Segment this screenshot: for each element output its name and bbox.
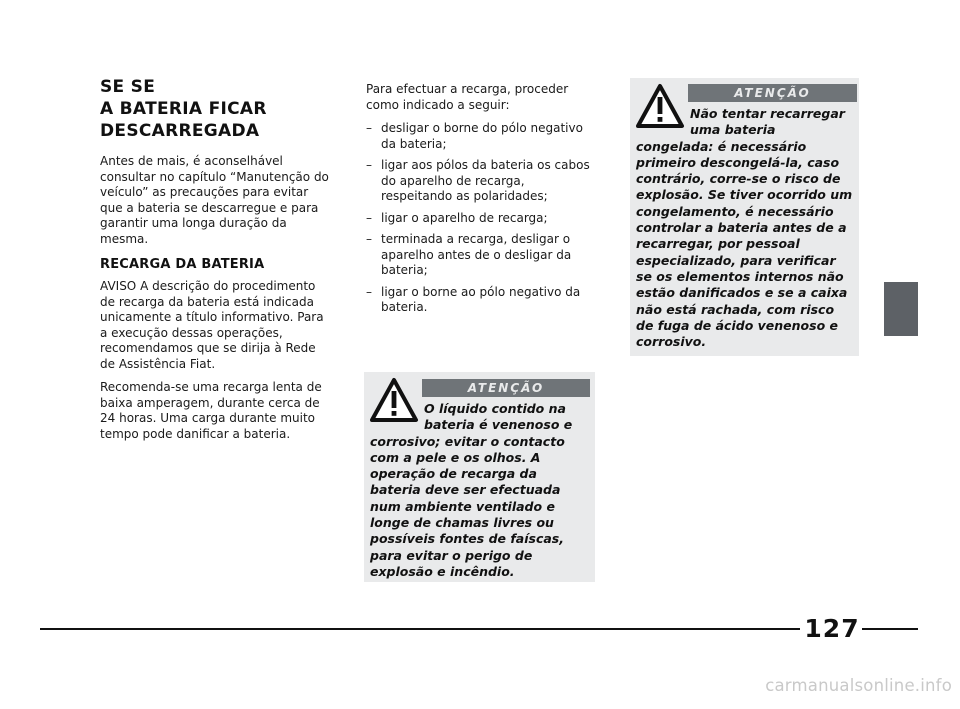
procedure-intro: Para efectuar a recarga, proceder como indicado a seguir: xyxy=(366,82,569,112)
footer-rule xyxy=(40,628,800,630)
middle-column xyxy=(366,82,598,322)
list-item xyxy=(366,285,598,316)
dash-bullet: – xyxy=(366,210,372,225)
intro-paragraph: Antes de mais, é aconselhável consultar no capítulo “Manutenção do veículo” as precauções para evitar que a bateria se descarregue e para garantir uma longa duração da mesma. xyxy=(100,154,329,246)
procedure-steps xyxy=(366,121,598,316)
recommendation-paragraph: Recomenda-se uma recarga lenta de baixa amperagem, durante cerca de 24 horas. Uma carga durante muito tempo pode danificar a bateria. xyxy=(100,380,322,441)
dash-bullet: – xyxy=(366,284,372,299)
step-text: desligar o borne do pólo negativo da bateria; xyxy=(381,121,583,151)
subheading: RECARGA DA BATERIA xyxy=(100,257,265,272)
list-item xyxy=(366,121,598,152)
warning-box-frozen xyxy=(630,78,859,356)
section-title xyxy=(100,76,332,142)
dash-bullet: – xyxy=(366,158,372,172)
title-line: A BATERIA FICAR xyxy=(100,99,267,119)
footer-rule xyxy=(862,628,918,630)
warning-banner: ATENÇÃO xyxy=(422,379,590,397)
dash-bullet: – xyxy=(366,121,372,135)
title-line: DESCARREGADA xyxy=(100,121,260,141)
list-item xyxy=(366,158,598,205)
list-item xyxy=(366,211,598,227)
warning-text xyxy=(636,106,855,350)
left-column xyxy=(100,76,332,450)
warning-text xyxy=(370,401,591,580)
step-text: ligar o aparelho de recarga; xyxy=(381,210,548,225)
warning-box-electrolyte xyxy=(364,372,595,582)
title-line: SE SE xyxy=(100,77,156,97)
watermark: carmanualsonline.info xyxy=(765,676,952,695)
step-text: ligar aos pólos da bateria os cabos do aparelho de recarga, respeitando as polaridades; xyxy=(381,158,590,203)
notice-paragraph: AVISO A descrição do procedimento de recarga da bateria está indicada unicamente a título informativo. Para a execução dessas operações, recomendamos que se dirija à Rede de Assistência Fiat. xyxy=(100,279,324,371)
page-number: 127 xyxy=(804,614,860,643)
warning-text-content: O líquido contido na bateria é venenoso e corrosivo; evitar o contacto com a pele e os olhos. A operação de recarga da bateria deve ser efectuada num ambiente ventilado e longe de chamas livres ou possíveis fontes de faíscas, para evitar o perigo de explosão e incêndio. xyxy=(370,401,573,579)
dash-bullet: – xyxy=(366,232,372,246)
warning-banner: ATENÇÃO xyxy=(688,84,857,102)
chapter-tab xyxy=(884,282,918,336)
list-item xyxy=(366,232,598,279)
step-text: terminada a recarga, desligar o aparelho antes de o desligar da bateria; xyxy=(381,232,572,277)
warning-text-content: Não tentar recarregar uma bateria congelada: é necessário primeiro descongelá-la, caso contrário, corre-se o risco de explosão. Se tiver ocorrido um congelamento, é necessário controlar a bateria antes de a recarregar, por pessoal especializado, para verificar se os elementos internos não estão danificados e se a caixa não está rachada, com risco de fuga de ácido venenoso e corrosivo. xyxy=(636,106,853,350)
step-text: ligar o borne ao pólo negativo da bateria. xyxy=(381,284,581,314)
